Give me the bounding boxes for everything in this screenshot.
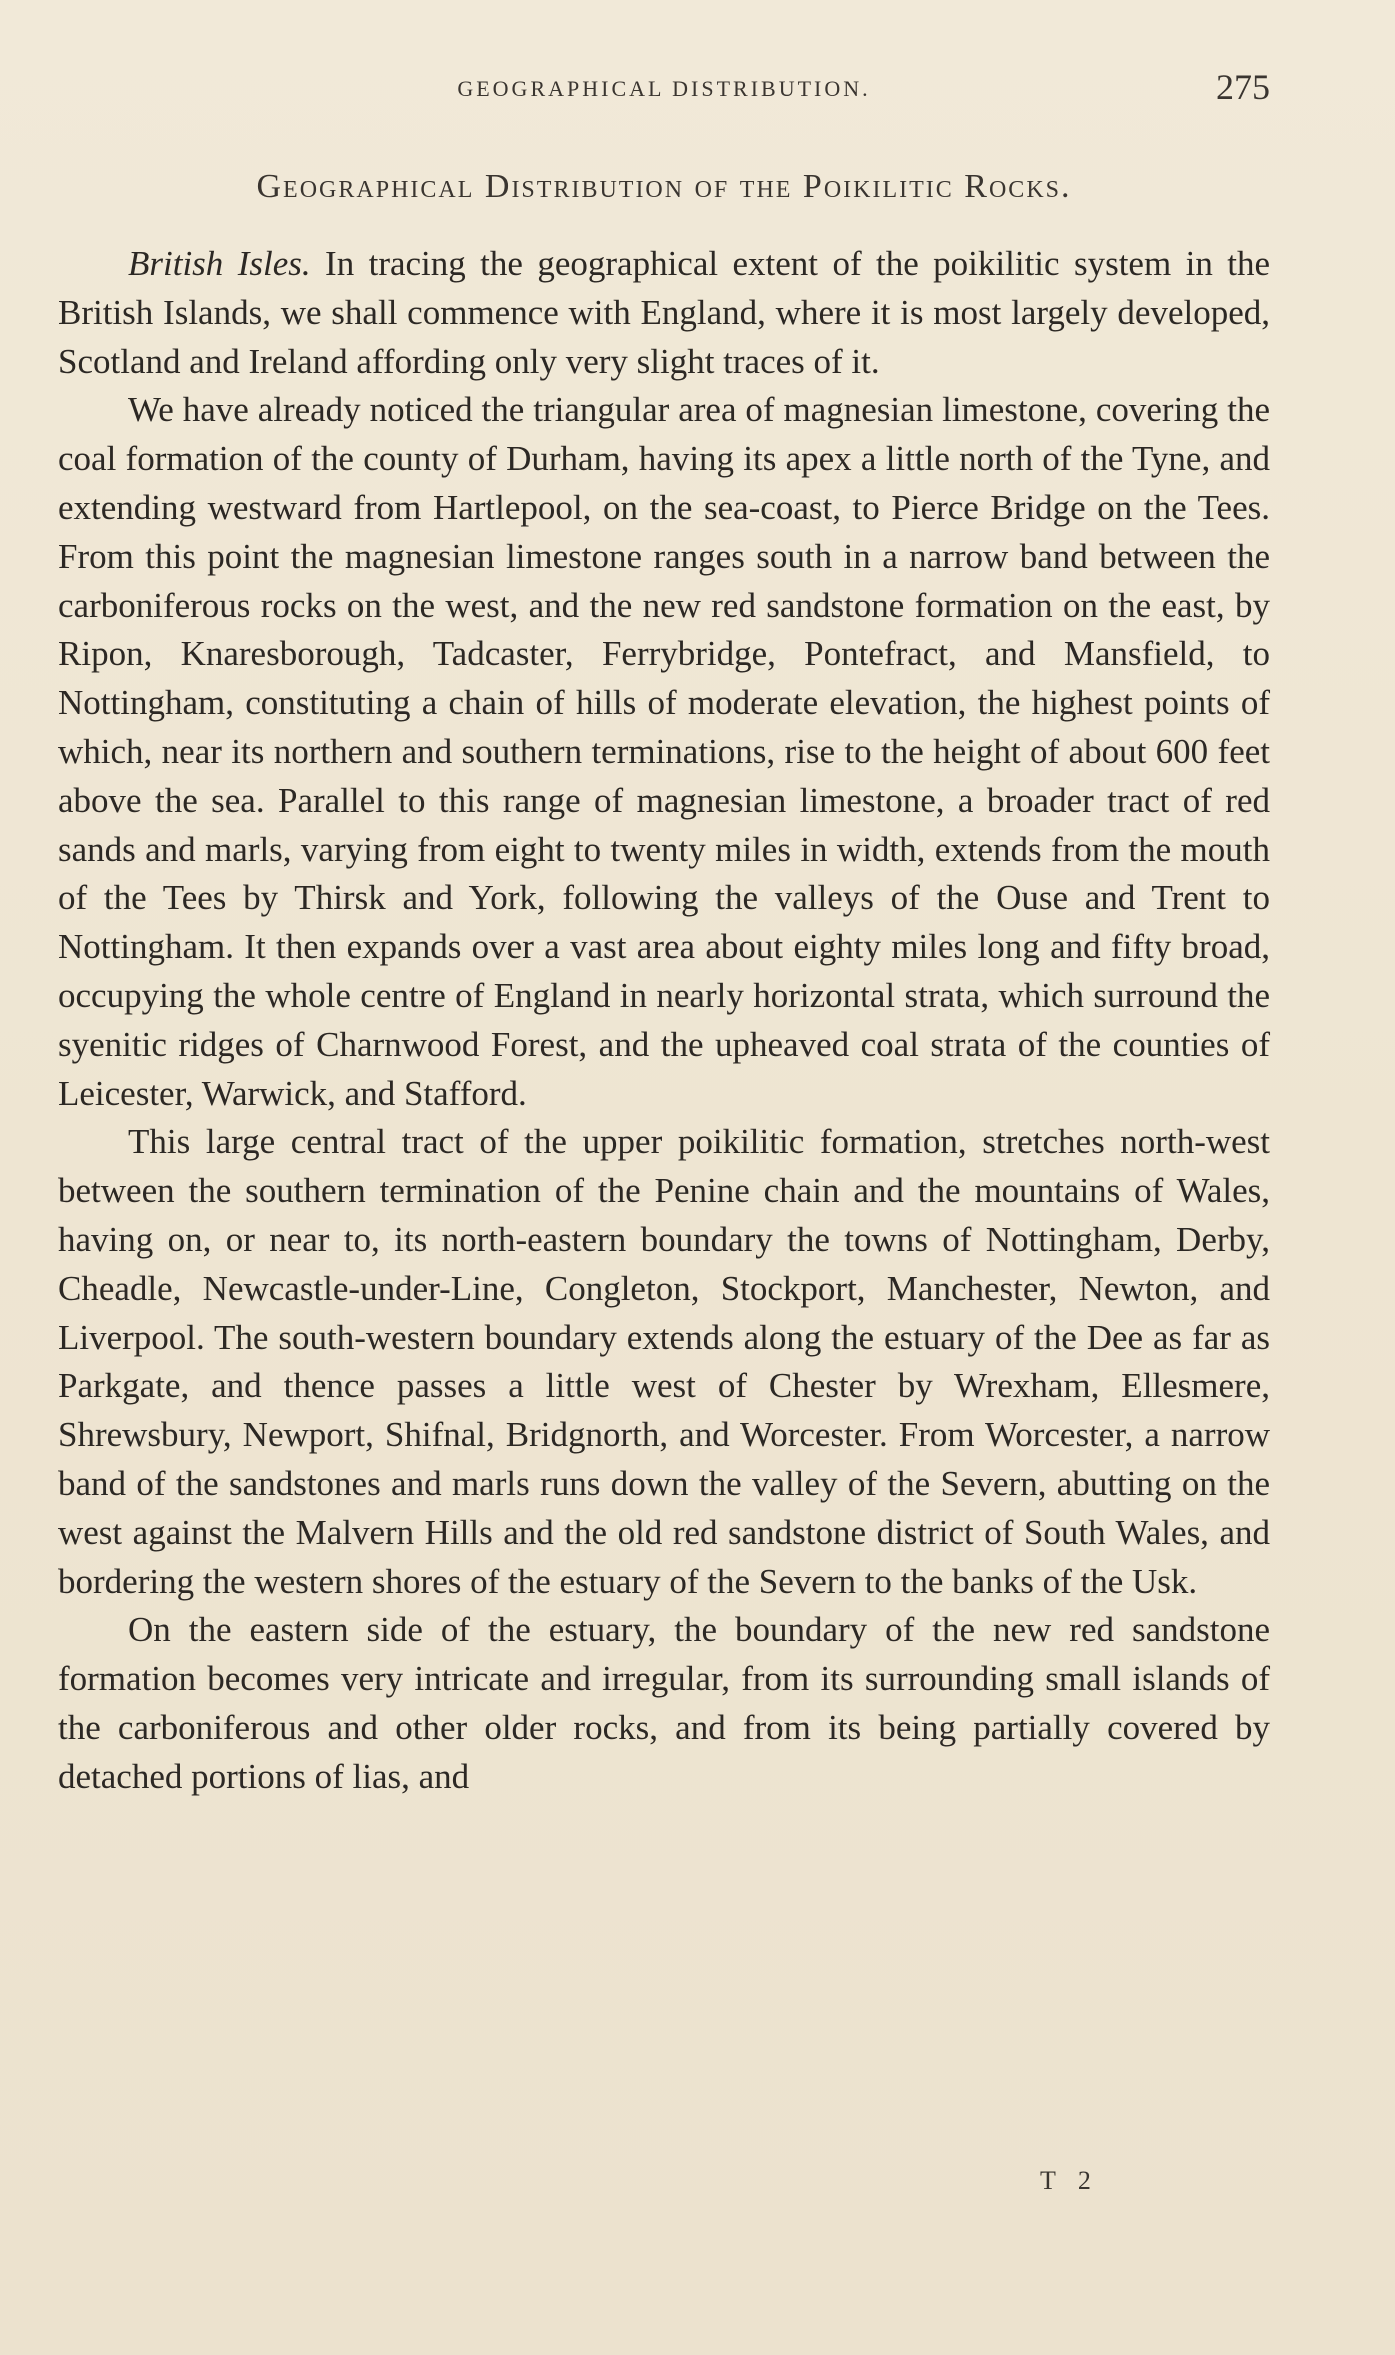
section-heading: Geographical Distribution of the Poikilitic Rocks. bbox=[256, 168, 1072, 205]
running-header bbox=[58, 64, 1270, 114]
paragraph-lead: British Isles. bbox=[128, 244, 311, 283]
paragraph-text: We have already noticed the triangular area of magnesian limestone, covering the coal formation of the county of Durham, having its apex a little north of the Tyne, and extending westward from Hartlepool, on the sea-coast, to Pierce Bridge on the Tees. From this point the magnesian limestone ranges south in a narrow band between the carboniferous rocks on the west, and the new red sandstone formation on the east, by Ripon, Knaresborough, Tadcaster, Ferrybridge, Pontefract, and Mansfield, to Nottingham, constituting a chain of hills of moderate elevation, the highest points of which, near its northern and southern terminations, rise to the height of about 600 feet above the sea. Parallel to this range of magnesian limestone, a broader tract of red sands and marls, varying from eight to twenty miles in width, extends from the mouth of the Tees by Thirsk and York, following the valleys of the Ouse and Trent to Nottingham. It then expands over a vast area about eighty miles long and fifty broad, occupying the whole centre of England in nearly horizontal strata, which surround the syenitic ridges of Charnwood Forest, and the upheaved coal strata of the counties of Leicester, Warwick, and Stafford. bbox=[58, 390, 1270, 1113]
paragraph bbox=[58, 386, 1270, 1118]
paragraph-text: In tracing the geographical extent of the poikilitic system in the British Islands, we shall commence with England, where it is most largely developed, Scotland and Ireland affording only very slight traces of it. bbox=[58, 244, 1270, 381]
page-number: 275 bbox=[1216, 67, 1270, 107]
paragraph bbox=[58, 240, 1270, 386]
paragraph-text: On the eastern side of the estuary, the boundary of the new red sandstone formation becomes very intricate and irregular, from its surrounding small islands of the carboniferous and other older rocks, and from its being partially covered by detached portions of lias, and bbox=[58, 1610, 1270, 1796]
signature-mark: T 2 bbox=[1040, 2166, 1099, 2195]
paragraph bbox=[58, 1606, 1270, 1801]
paragraph-text: This large central tract of the upper poikilitic formation, stretches north-west between the southern termination of the Penine chain and the mountains of Wales, having on, or near to, its north-eastern boundary the towns of Nottingham, Derby, Cheadle, Newcastle-under-Line, Congleton, Stockport, Manchester, Newton, and Liverpool. The south-western boundary extends along the estuary of the Dee as far as Parkgate, and thence passes a little west of Chester by Wrexham, Ellesmere, Shrewsbury, Newport, Shifnal, Bridgnorth, and Worcester. From Worcester, a narrow band of the sandstones and marls runs down the valley of the Severn, abutting on the west against the Malvern Hills and the old red sandstone district of South Wales, and bordering the western shores of the estuary of the Severn to the banks of the Usk. bbox=[58, 1122, 1270, 1601]
paragraph bbox=[58, 1118, 1270, 1606]
running-title: GEOGRAPHICAL DISTRIBUTION. bbox=[457, 76, 871, 101]
body-text bbox=[58, 240, 1270, 1802]
